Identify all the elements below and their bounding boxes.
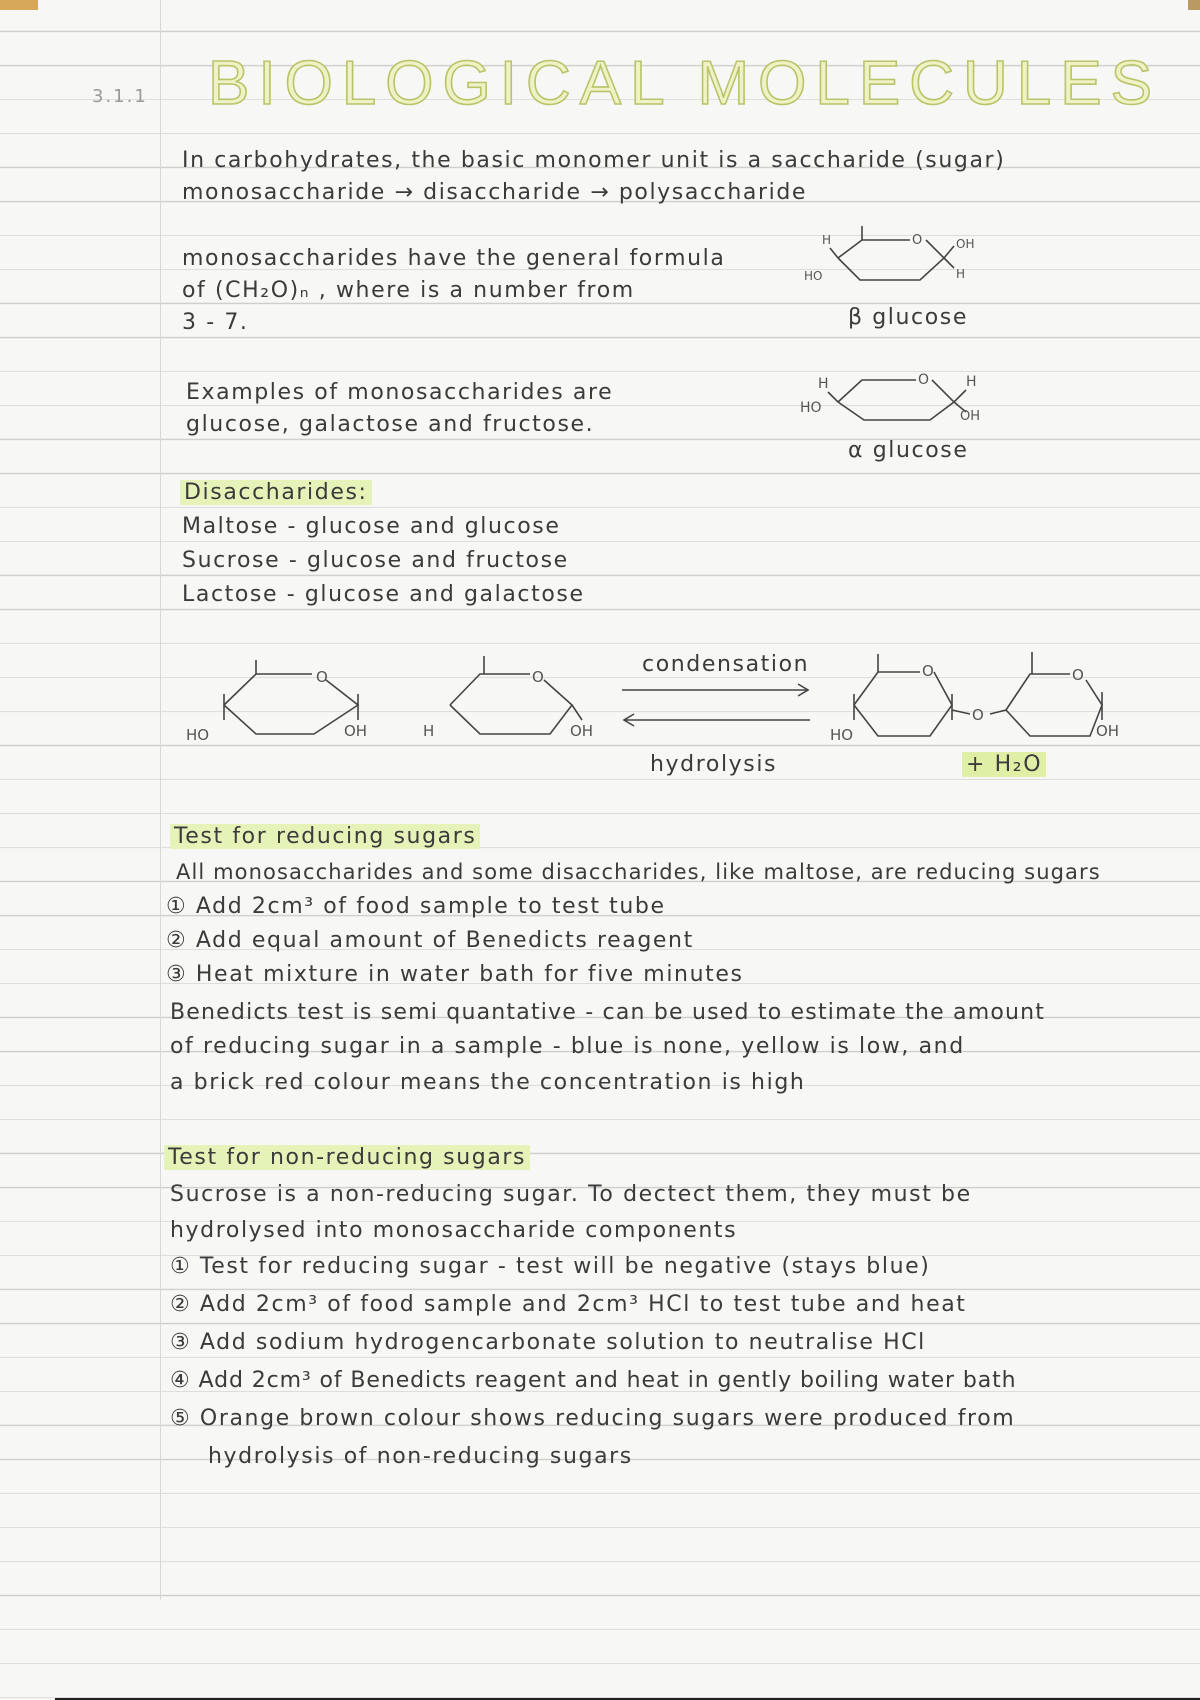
- margin-line: [160, 0, 161, 1600]
- non-reducing-step: ③ Add sodium hydrogencarbonate solution to neutralise HCl: [170, 1330, 926, 1355]
- atom-label: H: [818, 376, 829, 392]
- disaccharide-item: Lactose - glucose and galactose: [182, 582, 585, 607]
- formula-line: monosaccharides have the general formula: [182, 246, 726, 271]
- atom-label: O: [922, 662, 934, 680]
- reducing-step: ③ Heat mixture in water bath for five minutes: [166, 962, 744, 987]
- non-reducing-intro: Sucrose is a non-reducing sugar. To dectect them, they must be: [170, 1182, 972, 1207]
- examples-line: glucose, galactose and fructose.: [186, 412, 595, 437]
- section-number: 3.1.1: [92, 86, 148, 107]
- intro-line: In carbohydrates, the basic monomer unit is a saccharide (sugar): [182, 148, 1006, 173]
- non-reducing-step: ④ Add 2cm³ of Benedicts reagent and heat in gently boiling water bath: [170, 1368, 1017, 1393]
- reducing-note: a brick red colour means the concentration is high: [170, 1070, 806, 1095]
- disaccharide-item: Sucrose - glucose and fructose: [182, 548, 569, 573]
- formula-line: of (CH₂O)ₙ , where is a number from: [182, 278, 635, 303]
- water-product: + H₂O: [962, 752, 1046, 777]
- non-reducing-step: ① Test for reducing sugar - test will be negative (stays blue): [170, 1254, 931, 1279]
- atom-label: OH: [960, 409, 981, 424]
- atom-label: OH: [1096, 722, 1120, 740]
- atom-label: O: [912, 233, 923, 248]
- atom-label: H: [423, 722, 435, 740]
- non-reducing-heading: Test for non-reducing sugars: [164, 1145, 530, 1170]
- condensation-label: condensation: [642, 652, 810, 677]
- formula-line: 3 - 7.: [182, 310, 249, 335]
- reducing-heading: Test for reducing sugars: [170, 824, 480, 849]
- atom-label: O: [316, 668, 328, 686]
- reducing-note: Benedicts test is semi quantative - can be used to estimate the amount: [170, 1000, 1046, 1025]
- beta-glucose-label: β glucose: [848, 305, 969, 330]
- atom-label: H: [966, 374, 977, 390]
- page-corner-tab: [0, 0, 38, 10]
- page-corner-tab: [1188, 0, 1200, 10]
- atom-label: O: [918, 372, 930, 388]
- atom-label: O: [1072, 666, 1084, 684]
- non-reducing-step: ⑤ Orange brown colour shows reducing sugars were produced from: [170, 1406, 1016, 1431]
- atom-label: HO: [804, 269, 823, 283]
- disaccharide-item: Maltose - glucose and glucose: [182, 514, 561, 539]
- atom-label: H: [822, 233, 832, 247]
- hydrolysis-label: hydrolysis: [650, 752, 778, 777]
- atom-label: OH: [344, 722, 368, 740]
- disaccharides-heading: Disaccharides:: [180, 480, 372, 505]
- atom-label: OH: [956, 237, 975, 251]
- alpha-glucose-structure: [798, 366, 998, 436]
- non-reducing-step: ② Add 2cm³ of food sample and 2cm³ HCl to test tube and heat: [170, 1292, 967, 1317]
- examples-line: Examples of monosaccharides are: [186, 380, 614, 405]
- reducing-step: ① Add 2cm³ of food sample to test tube: [166, 894, 666, 919]
- reducing-intro: All monosaccharides and some disaccharides, like maltose, are reducing sugars: [176, 860, 1101, 884]
- reducing-step: ② Add equal amount of Benedicts reagent: [166, 928, 694, 953]
- atom-label: O: [972, 706, 984, 724]
- atom-label: HO: [830, 726, 854, 744]
- non-reducing-step-continued: hydrolysis of non-reducing sugars: [208, 1444, 633, 1469]
- atom-label: HO: [800, 400, 822, 416]
- atom-label: HO: [186, 726, 210, 744]
- alpha-glucose-label: α glucose: [848, 438, 969, 463]
- atom-label: H: [956, 267, 966, 281]
- reducing-note: of reducing sugar in a sample - blue is none, yellow is low, and: [170, 1034, 965, 1059]
- atom-label: O: [532, 668, 544, 686]
- page-title: BIOLOGICAL MOLECULES: [208, 49, 1161, 118]
- non-reducing-intro: hydrolysed into monosaccharide components: [170, 1218, 738, 1243]
- intro-line: monosaccharide → disaccharide → polysaccharide: [182, 180, 808, 205]
- atom-label: OH: [570, 722, 594, 740]
